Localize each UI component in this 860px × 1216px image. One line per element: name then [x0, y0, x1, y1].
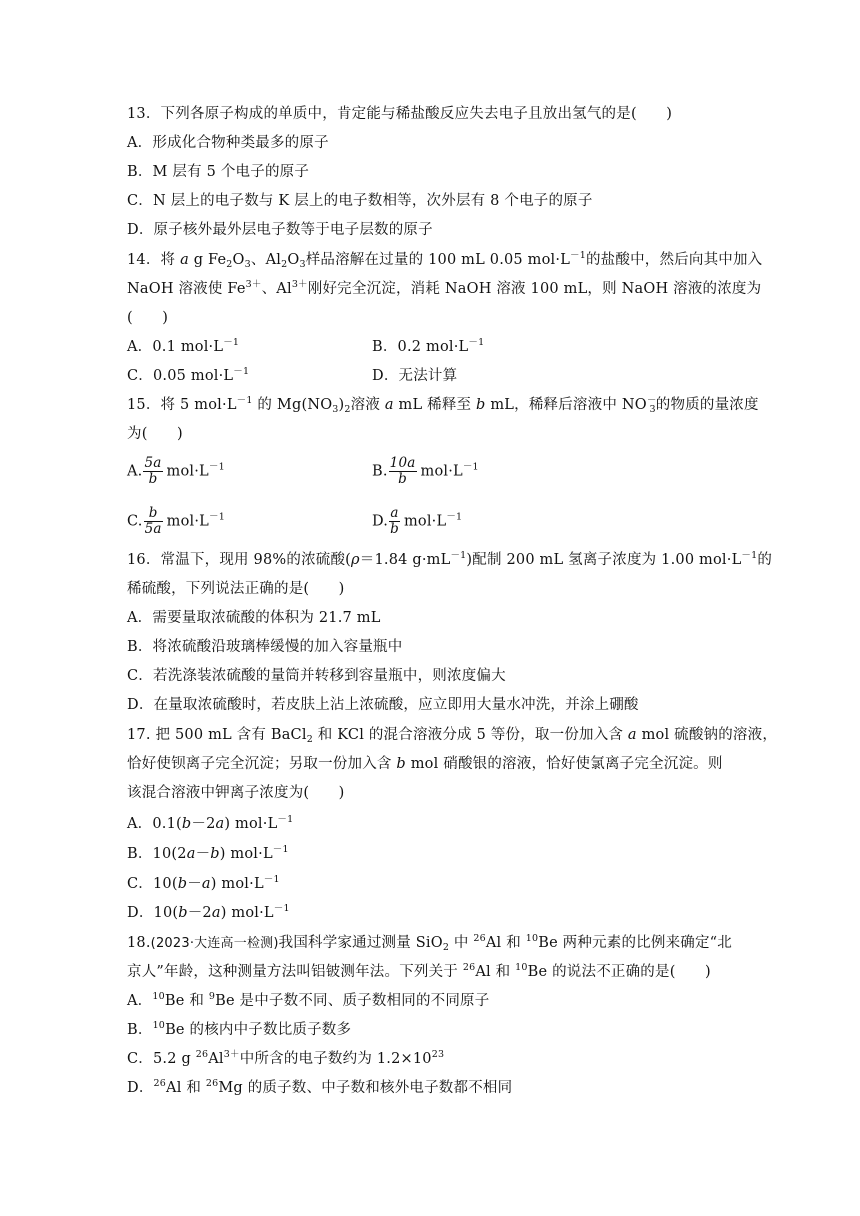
- fraction: $\frac{10a}{b}$: [389, 455, 416, 487]
- q15-stem-line2: 为( ): [127, 426, 183, 442]
- q14-stem-line3: ( ): [127, 310, 169, 326]
- q15-stem-line1: 15．将 5 $mol\cdot L^{-1}$ 的 $Mg(NO_3)_2$溶液 a mL 稀释至 b mL，稀释后溶液中 $NO^-_3$的物质的量浓度: [127, 395, 759, 415]
- q15-option-a: A. $\frac{5a}{b}$ $mol\cdot L^{-1}$: [127, 455, 225, 487]
- q14-option-d: D．无法计算: [372, 368, 458, 384]
- q14-stem-line1: 14．将 a g $Fe_2O_3$、$Al_2O_3$样品溶解在过量的 100 mL 0.05 $mol\cdot L^{-1}$的盐酸中，然后向其中加入: [127, 250, 763, 270]
- q15-option-d: D. $\frac{a}{b}$ $mol\cdot L^{-1}$: [372, 505, 463, 537]
- q17-stem-line2: 恰好使钡离子完全沉淀；另取一份加入含 b mol 硝酸银的溶液，恰好使氯离子完全沉淀。则: [127, 756, 723, 772]
- q18-option-d: D．$^{26}$Al 和 $^{26}$Mg 的质子数、中子数和核外电子数都不相同: [127, 1078, 513, 1096]
- q16-stem-line2: 稀硫酸，下列说法正确的是( ): [127, 581, 345, 597]
- q16-option-a: A．需要量取浓硫酸的体积为 21.7 mL: [127, 610, 381, 626]
- q16-option-c: C．若洗涤装浓硫酸的量筒并转移到容量瓶中，则浓度偏大: [127, 668, 506, 684]
- fraction: $\frac{b}{5a}$: [144, 505, 162, 537]
- q15-option-c: C. $\frac{b}{5a}$ $mol\cdot L^{-1}$: [127, 505, 225, 537]
- q18-stem-line1: 18.(2023·大连高一检测)我国科学家通过测量 SiO$_2$ 中 $^{26}$Al 和 $^{10}$Be 两种元素的比例来确定“北: [127, 933, 732, 953]
- q18-stem-line2: 京人”年龄，这种测量方法叫铝铍测年法。下列关于 $^{26}$Al 和 $^{10}$Be 的说法不正确的是( ): [127, 962, 711, 980]
- q13-stem: 13．下列各原子构成的单质中，肯定能与稀盐酸反应失去电子且放出氢气的是( ): [127, 106, 673, 122]
- q16-option-d: D．在量取浓硫酸时，若皮肤上沾上浓硫酸，应立即用大量水冲洗，并涂上硼酸: [127, 697, 639, 713]
- q13-option-d: D．原子核外最外层电子数等于电子层数的原子: [127, 222, 433, 238]
- q17-stem-line1: 17. 把 500 mL 含有 BaCl$_2$ 和 KCl 的混合溶液分成 5 等份，取一份加入含 a mol 硫酸钠的溶液，: [127, 727, 778, 745]
- q17-option-a: A．0.1(b－2a) $mol\cdot L^{-1}$: [127, 814, 294, 832]
- q13-option-c: C．N 层上的电子数与 K 层上的电子数相等，次外层有 8 个电子的原子: [127, 193, 593, 209]
- q13-option-a: A．形成化合物种类最多的原子: [127, 135, 329, 151]
- q18-option-b: B．$^{10}$Be 的核内中子数比质子数多: [127, 1020, 352, 1038]
- fraction: $\frac{5a}{b}$: [144, 455, 162, 487]
- q16-stem-line1: 16．常温下，现用 98%的浓硫酸(ρ＝1.84 $g\cdot mL^{-1}$)配制 200 mL 氢离子浓度为 1.00 $mol\cdot L^{-1}$的: [127, 550, 773, 568]
- q17-option-b: B．10(2a－b) $mol\cdot L^{-1}$: [127, 844, 289, 862]
- q18-option-a: A．$^{10}$Be 和 $^9$Be 是中子数不同、质子数相同的不同原子: [127, 991, 490, 1009]
- q13-option-b: B．M 层有 5 个电子的原子: [127, 164, 310, 180]
- source-note: (2023·大连高一检测): [150, 936, 279, 951]
- fraction: $\frac{a}{b}$: [390, 505, 399, 537]
- q14-option-b: B．0.2 $mol\cdot L^{-1}$: [372, 337, 485, 355]
- q14-option-a: A．0.1 $mol\cdot L^{-1}$: [127, 337, 240, 355]
- q16-option-b: B．将浓硫酸沿玻璃棒缓慢的加入容量瓶中: [127, 639, 403, 655]
- q14-option-c: C．0.05 $mol\cdot L^{-1}$: [127, 366, 250, 384]
- q14-stem-line2: NaOH 溶液使 $Fe^{3+}$、$Al^{3+}$刚好完全沉淀，消耗 NaOH 溶液 100 mL，则 NaOH 溶液的浓度为: [127, 279, 762, 297]
- q17-option-d: D．10(b－2a) $mol\cdot L^{-1}$: [127, 903, 290, 921]
- q17-stem-line3: 该混合溶液中钾离子浓度为( ): [127, 785, 345, 801]
- q15-option-b: B. $\frac{10a}{b}$ $mol\cdot L^{-1}$: [372, 455, 479, 487]
- q17-option-c: C．10(b－a) $mol\cdot L^{-1}$: [127, 874, 280, 892]
- q18-option-c: C．5.2 g $^{26}Al^{3+}$中所含的电子数约为 $1.2\times 10^{23}$: [127, 1049, 445, 1067]
